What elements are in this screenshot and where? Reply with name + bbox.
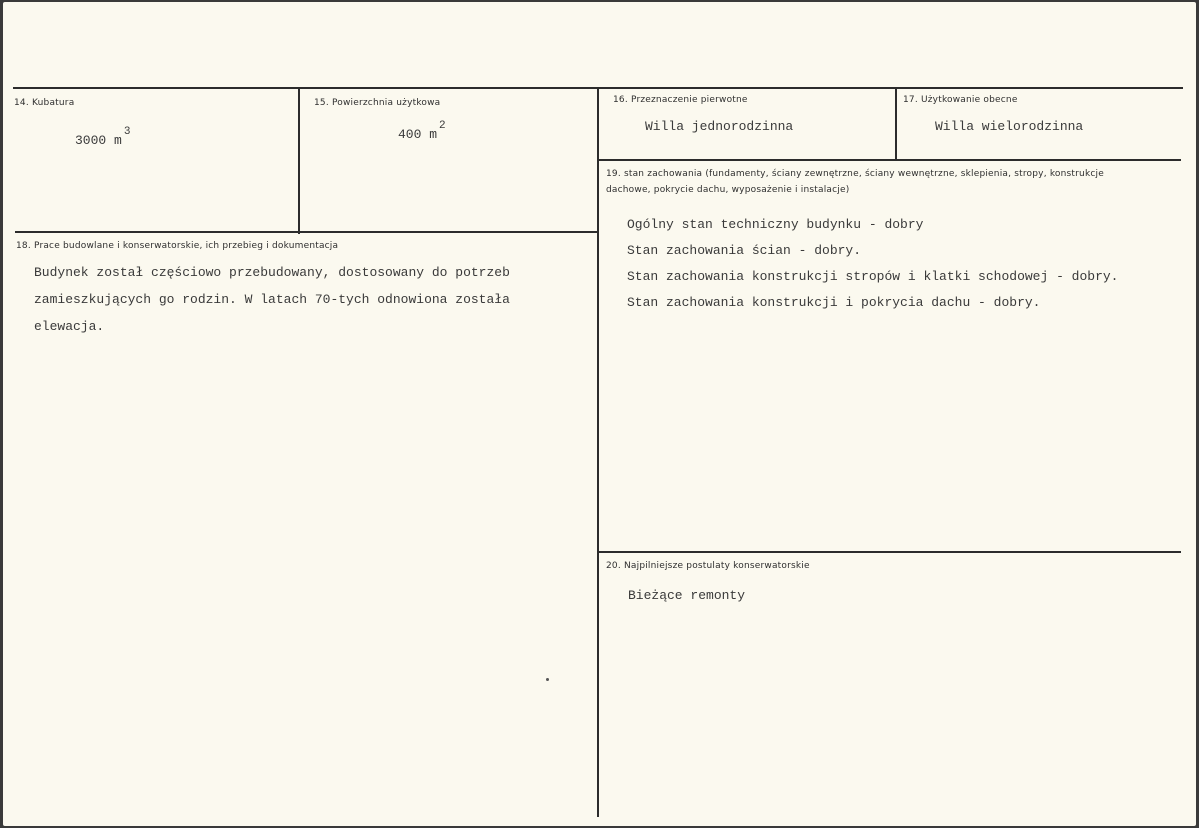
rule-above-20 bbox=[599, 551, 1181, 553]
field-19-line-1: Ogólny stan techniczny budynku - dobry bbox=[627, 217, 924, 232]
field-14-number: 3000 bbox=[75, 133, 107, 148]
field-17-value: Willa wielorodzinna bbox=[935, 119, 1084, 134]
field-19-label: 19. stan zachowania (fundamenty, ściany zewnętrzne, ściany wewnętrzne, sklepienia, stropy, konstrukcje dachowe, pokrycie dachu, wyposażenie i instalacje) bbox=[606, 169, 1104, 195]
field-15-value bbox=[398, 120, 446, 142]
field-20-label: 20. Najpilniejsze postulaty konserwatorskie bbox=[606, 561, 810, 571]
field-17-label: 17. Użytkowanie obecne bbox=[903, 95, 1018, 105]
center-divider bbox=[597, 89, 599, 817]
field-14-exponent: 3 bbox=[123, 126, 131, 138]
divider-16-17 bbox=[895, 89, 897, 160]
field-15-unit: m bbox=[429, 127, 438, 142]
field-19-line-2: Stan zachowania ścian - dobry. bbox=[627, 243, 862, 258]
divider-14-15 bbox=[298, 89, 300, 234]
field-19-line-3: Stan zachowania konstrukcji stropów i klatki schodowej - dobry. bbox=[627, 269, 1119, 284]
field-14-label: 14. Kubatura bbox=[14, 98, 75, 108]
rule-below-14-15 bbox=[15, 231, 599, 233]
field-16-label: 16. Przeznaczenie pierwotne bbox=[613, 95, 748, 105]
field-15-label: 15. Powierzchnia użytkowa bbox=[314, 98, 441, 108]
record-card bbox=[3, 2, 1196, 826]
rule-below-16-17 bbox=[599, 159, 1181, 161]
field-19-lines bbox=[627, 212, 1118, 316]
field-19-line-4: Stan zachowania konstrukcji i pokrycia dachu - dobry. bbox=[627, 295, 1041, 310]
ink-speck bbox=[546, 678, 549, 681]
field-18-text: Budynek został częściowo przebudowany, dostosowany do potrzeb zamieszkujących go rodzin. W latach 70-tych odnowiona została elewacja. bbox=[34, 265, 510, 334]
field-14-value bbox=[75, 126, 130, 148]
field-18-label: 18. Prace budowlane i konserwatorskie, ich przebieg i dokumentacja bbox=[16, 241, 339, 251]
field-20-value: Bieżące remonty bbox=[628, 588, 746, 603]
field-15-number: 400 bbox=[398, 127, 422, 142]
field-16-value: Willa jednorodzinna bbox=[645, 119, 794, 134]
field-14-unit: m bbox=[114, 133, 122, 148]
field-15-exponent: 2 bbox=[439, 120, 446, 132]
